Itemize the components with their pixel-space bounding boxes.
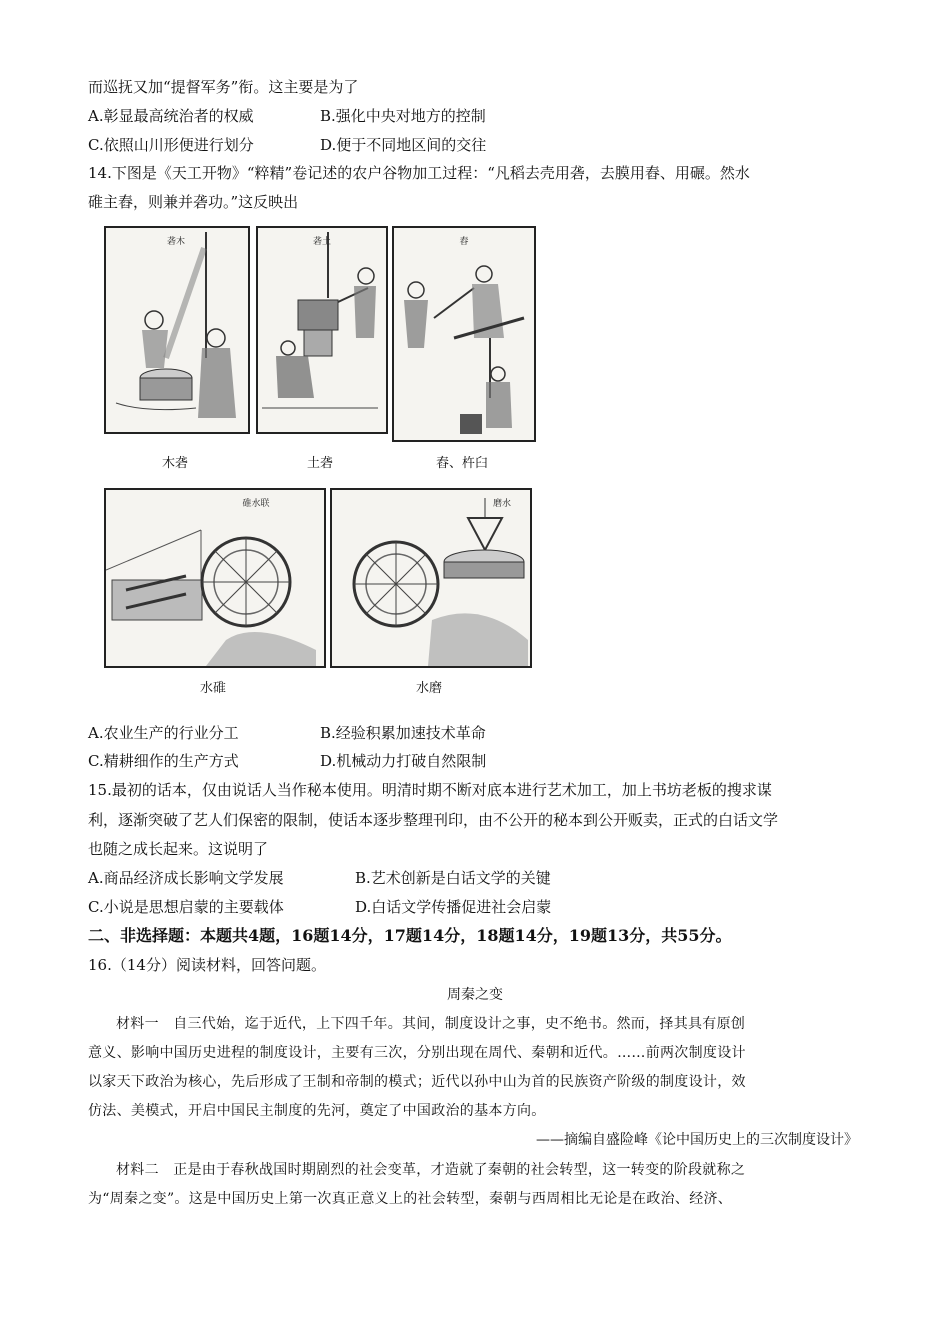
material1-line: 材料一 自三代始，迄于近代，上下四千年。其间，制度设计之事，史不绝书。然而，择其具有原创 <box>116 1016 746 1032</box>
shui-mo-label: 磨水 <box>492 499 512 509</box>
chong-illustration <box>394 228 534 440</box>
material1-line: 意义、影响中国历史进程的制度设计，主要有三次，分别出现在周代、秦朝和近代。……前两次制度设计 <box>88 1045 746 1061</box>
chong-label: 舂 <box>459 237 469 247</box>
figure-panel-tu-long <box>256 226 388 434</box>
q13-option-c[interactable]: C.依照山川形便进行划分 <box>88 136 254 154</box>
material2-line: 材料二 正是由于春秋战国时期剧烈的社会变革，才造就了秦朝的社会转型，这一转变的阶段就称之 <box>116 1162 746 1178</box>
caption-chong: 舂、杵臼 <box>435 456 488 471</box>
figure-panel-shui-dui <box>104 488 326 668</box>
q15-stem-line3: 也随之成长起来。这说明了 <box>88 840 269 858</box>
shui-mo-illustration <box>332 490 530 666</box>
caption-shui-dui: 水碓 <box>199 681 226 696</box>
q16-title: 周秦之变 <box>447 987 503 1003</box>
q14-option-c[interactable]: C.精耕细作的生产方式 <box>88 752 239 770</box>
tu-long-label: 砻土 <box>312 237 332 247</box>
q14-stem-line1: 14.下图是《天工开物》“粹精”卷记述的农户谷物加工过程：“凡稻去壳用砻，去膜用舂、用碾。然水 <box>88 164 750 182</box>
q13-option-d[interactable]: D.便于不同地区间的交往 <box>320 136 487 154</box>
figure-panel-chong <box>392 226 536 442</box>
material1-source: ——摘编自盛险峰《论中国历史上的三次制度设计》 <box>536 1132 858 1148</box>
caption-shui-mo: 水磨 <box>415 681 442 696</box>
mu-long-illustration <box>106 228 248 432</box>
figure-panel-shui-mo <box>330 488 532 668</box>
figure-panel-mu-long <box>104 226 250 434</box>
caption-tu-long: 土砻 <box>306 456 333 471</box>
q15-stem-line1: 15.最初的话本，仅由说话人当作秘本使用。明清时期不断对底本进行艺术加工，加上书坊老板的搜求谋 <box>88 781 772 799</box>
q14-stem-line2: 碓主舂，则兼并砻功。”这反映出 <box>88 193 299 211</box>
material1-line: 以家天下政治为核心，先后形成了王制和帝制的模式；近代以孙中山为首的民族资产阶级的制度设计，效 <box>88 1074 746 1090</box>
section2-heading: 二、非选择题：本题共4题，16题14分，17题14分，18题14分，19题13分，共55分。 <box>88 926 732 945</box>
shui-dui-illustration <box>106 490 324 666</box>
q15-option-a[interactable]: A.商品经济成长影响文学发展 <box>88 869 284 887</box>
material1-line: 仿法、美模式，开启中国民主制度的先河，奠定了中国政治的基本方向。 <box>88 1103 546 1119</box>
tu-long-illustration <box>258 228 386 432</box>
q15-option-c[interactable]: C.小说是思想启蒙的主要载体 <box>88 898 284 916</box>
q13-option-b[interactable]: B.强化中央对地方的控制 <box>320 107 486 125</box>
q14-option-d[interactable]: D.机械动力打破自然限制 <box>320 752 487 770</box>
q14-option-a[interactable]: A.农业生产的行业分工 <box>88 724 239 742</box>
q13-option-a[interactable]: A.彰显最高统治者的权威 <box>88 107 254 125</box>
mu-long-label: 砻木 <box>166 237 186 247</box>
shui-dui-label: 碓水联 <box>242 499 270 509</box>
caption-mu-long: 木砻 <box>161 456 188 471</box>
q15-option-b[interactable]: B.艺术创新是白话文学的关键 <box>355 869 551 887</box>
q13-stem-tail: 而巡抚又加“提督军务”衔。这主要是为了 <box>88 78 359 96</box>
material2-line: 为“周秦之变”。这是中国历史上第一次真正意义上的社会转型，秦朝与西周相比无论是在政治、经济、 <box>88 1191 733 1207</box>
q14-option-b[interactable]: B.经验积累加速技术革命 <box>320 724 486 742</box>
q15-stem-line2: 利，逐渐突破了艺人们保密的限制，使话本逐步整理刊印，由不公开的秘本到公开贩卖，正式的白话文学 <box>88 811 779 829</box>
q16-stem: 16.（14分）阅读材料，回答问题。 <box>88 956 326 974</box>
q15-option-d[interactable]: D.白话文学传播促进社会启蒙 <box>355 898 552 916</box>
